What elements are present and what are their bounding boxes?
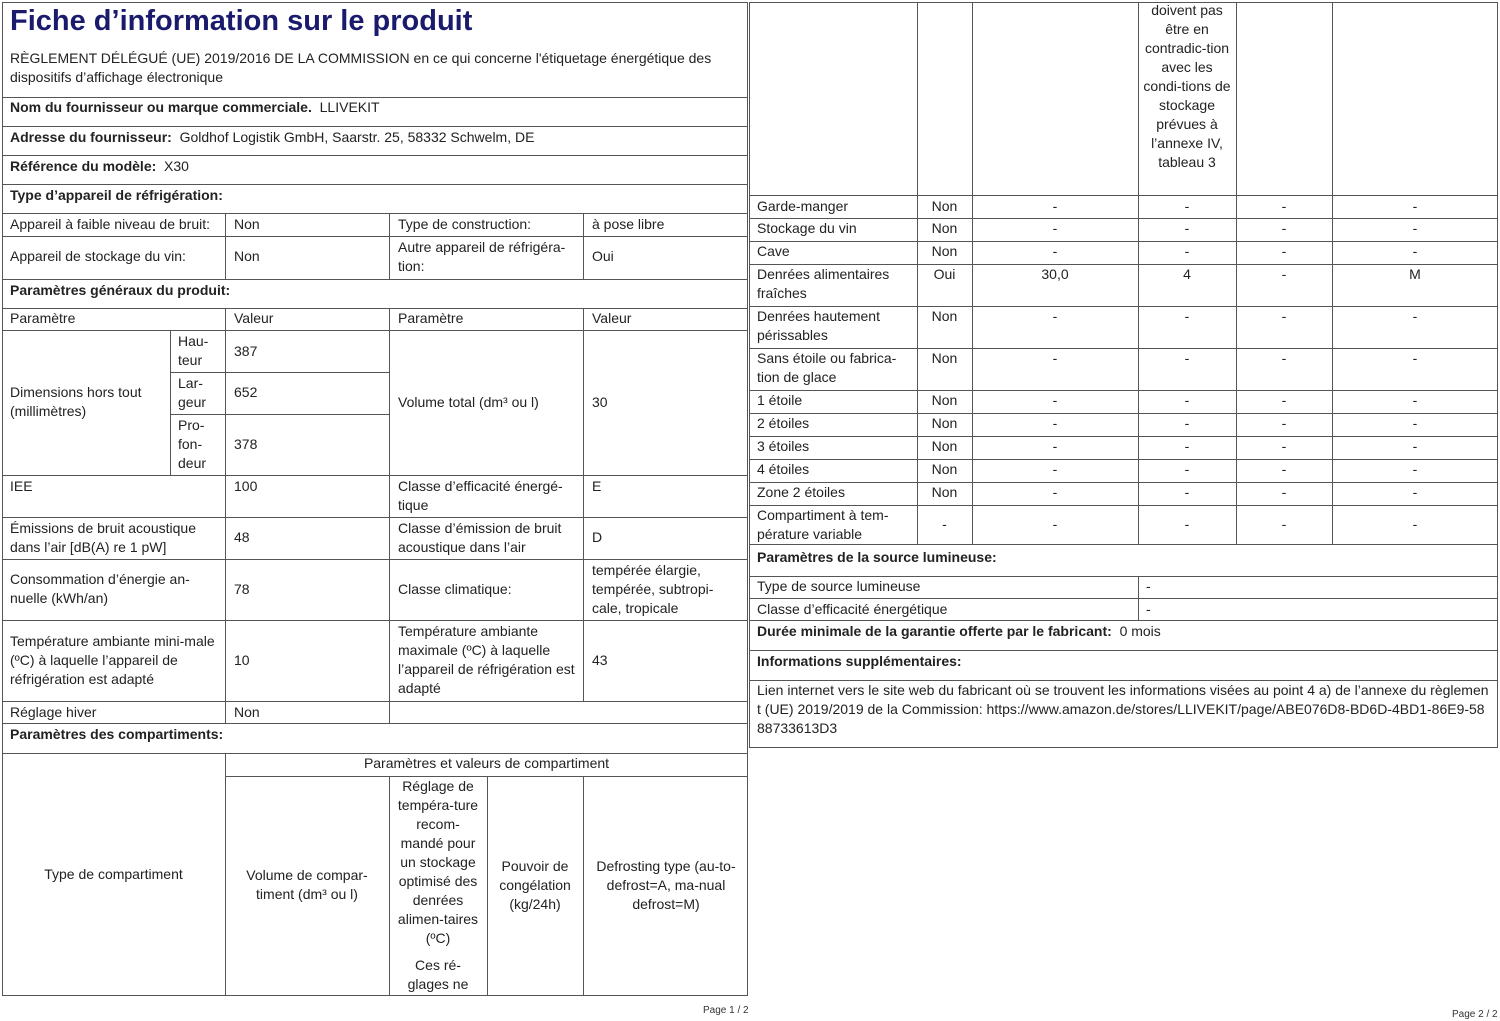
construction-label: Type de construction: [398,216,532,232]
comp-temp-header: Réglage de tempéra-ture recom-mandé pour un stockage optimisé des denrées alimen-taires (ºC) [397,778,479,946]
col-value-header-1: Valeur [234,310,274,326]
model-ref-row [10,157,189,176]
supplier-address-row [10,128,534,147]
compartment-defrost: - [1412,484,1418,500]
iee-label: IEE [10,478,33,494]
energy-class-label: Classe d’efficacité énergé-tique [398,478,563,513]
compartment-present: Non [931,415,958,431]
noise-class-label: Classe d’émission de bruit acoustique dans l’air [398,520,562,555]
tmin-value: 10 [234,652,250,668]
light-class-label: Classe d’efficacité énergétique [757,601,948,617]
compartment-freeze: - [1281,484,1287,500]
low-noise-label: Appareil à faible niveau de bruit: [10,216,211,232]
supplier-name-label: Nom du fournisseur ou marque commerciale. [10,99,312,115]
compartment-temp: - [1184,484,1190,500]
compartment-present: Non [931,308,958,324]
tmin-label: Température ambiante mini-male (ºC) à laquelle l’appareil de réfrigération est adapté [10,633,215,687]
compartment-name: Zone 2 étoiles [757,484,845,500]
compartment-defrost: - [1412,198,1418,214]
light-type-value: - [1146,578,1151,594]
compartment-present: Non [931,220,958,236]
page-number-2: Page 2 / 2 [1452,1009,1498,1020]
compartment-present: Non [931,484,958,500]
warranty-value: 0 mois [1119,623,1161,639]
compartment-temp: - [1184,308,1190,324]
extra-info-heading: Informations supplémentaires: [757,653,962,669]
height-value: 387 [234,343,258,359]
compartment-volume: - [1052,516,1058,532]
compartment-volume: - [1052,198,1058,214]
comp-defrost-header: Defrosting type (au-to-defrost=A, ma-nual defrost=M) [596,858,736,912]
compartment-name: 4 étoiles [757,461,810,477]
col-value-header-2: Valeur [592,310,632,326]
compartment-present: Non [931,243,958,259]
compartment-freeze: - [1281,461,1287,477]
page-number-1: Page 1 / 2 [703,1005,749,1016]
compartment-temp: - [1184,461,1190,477]
climate-label: Classe climatique: [398,581,512,597]
compartment-name: 2 étoiles [757,415,810,431]
compartment-freeze: - [1281,392,1287,408]
compartment-freeze: - [1281,198,1287,214]
light-type-label: Type de source lumineuse [757,578,921,594]
volume-label: Volume total (dm³ ou l) [398,394,539,410]
dimensions-label: Dimensions hors tout (millimètres) [10,384,142,419]
supplier-address-label: Adresse du fournisseur: [10,129,172,145]
compartment-freeze: - [1281,415,1287,431]
comp-temp-note-start: Ces ré-glages ne [407,957,469,992]
compartment-freeze: - [1281,438,1287,454]
comp-temp-note-end: doivent pas être en contradic-tion avec les condi-tions de stockage prévues à l’annexe IV, tableau 3 [1143,2,1231,170]
compartment-present: Non [931,350,958,366]
compartment-name: Garde-manger [757,198,849,214]
energy-class-value: E [592,478,602,494]
compartment-present: Non [931,198,958,214]
compartment-defrost: - [1412,220,1418,236]
compartment-present: Non [931,438,958,454]
compartment-temp: - [1184,198,1190,214]
tmax-value: 43 [592,652,608,668]
compartment-freeze: - [1281,516,1287,532]
compartment-name: Denrées hautement périssables [757,308,880,343]
noise-class-value: D [592,529,603,545]
comp-params-header: Paramètres et valeurs de compartiment [363,755,610,771]
supplier-address: Goldhof Logistik GmbH, Saarstr. 25, 58332 Schwelm, DE [179,129,535,145]
compartment-present: Non [931,461,958,477]
supplier-name-row [10,98,380,117]
compartment-volume: - [1052,392,1058,408]
compartment-present: - [942,516,947,532]
volume-value: 30 [592,394,608,410]
compartment-volume: - [1052,438,1058,454]
compartment-volume: - [1052,243,1058,259]
width-label: Lar-geur [178,375,207,410]
compartment-temp: - [1184,220,1190,236]
compartment-defrost: - [1412,243,1418,259]
winter-value: Non [234,704,260,720]
compartment-temp: - [1184,516,1190,532]
wine-value: Non [234,248,260,264]
compartment-temp: - [1184,415,1190,431]
compartment-volume: 30,0 [1041,266,1069,282]
height-label: Hau-teur [178,333,209,368]
compartment-volume: - [1052,461,1058,477]
other-appliance-value: Oui [592,248,614,264]
model-ref: X30 [164,158,189,174]
compartment-volume: - [1052,484,1058,500]
depth-label: Pro-fon-deur [178,417,207,471]
compartment-name: Cave [757,243,790,259]
compartment-freeze: - [1281,308,1287,324]
iee-value: 100 [234,478,258,494]
compartment-defrost: - [1412,415,1418,431]
compartment-temp: - [1184,438,1190,454]
col-param-header-2: Paramètre [398,310,464,326]
other-appliance-label: Autre appareil de réfrigéra-tion: [398,239,566,274]
compartment-name: Stockage du vin [757,220,857,236]
appliance-type-heading: Type d’appareil de réfrigération: [10,187,223,203]
compartment-freeze: - [1281,350,1287,366]
compartment-defrost: - [1412,392,1418,408]
regulation-text: RÈGLEMENT DÉLÉGUÉ (UE) 2019/2016 DE LA COMMISSION en ce qui concerne l'étiquetage énergétique des dispositifs d’affichage électronique [10,50,712,85]
compartment-freeze: - [1281,243,1287,259]
climate-value: tempérée élargie, tempérée, subtropi-cale, tropicale [592,562,714,616]
depth-value: 378 [234,436,258,452]
page-1 [0,0,749,1021]
compartment-defrost: - [1412,350,1418,366]
supplier-name: LLIVEKIT [319,99,380,115]
compartment-freeze: - [1281,220,1287,236]
compartment-volume: - [1052,350,1058,366]
width-value: 652 [234,384,258,400]
comp-freeze-header: Pouvoir de congélation (kg/24h) [499,858,571,912]
compartment-present: Non [931,392,958,408]
compartment-freeze: - [1281,266,1287,282]
compartment-volume: - [1052,308,1058,324]
winter-label: Réglage hiver [10,704,97,720]
compartment-present: Oui [933,266,956,282]
comp-type-header: Type de compartiment [44,866,183,882]
compartment-defrost: - [1412,461,1418,477]
compartment-name: 1 étoile [757,392,803,408]
compartment-volume: - [1052,220,1058,236]
page-title: Fiche d’information sur le produit [10,5,473,37]
consumption-label: Consommation d’énergie an-nuelle (kWh/an) [10,571,190,606]
compartment-temp: - [1184,350,1190,366]
light-source-heading: Paramètres de la source lumineuse: [757,549,997,565]
warranty-label: Durée minimale de la garantie offerte par le fabricant: [757,623,1112,639]
page-1-frame [2,2,748,996]
compartment-temp: - [1184,243,1190,259]
comp-volume-header: Volume de compar-timent (dm³ ou l) [246,867,368,902]
general-params-heading: Paramètres généraux du produit: [10,282,231,298]
tmax-label: Température ambiante maximale (ºC) à laquelle l’appareil de réfrigération est adapté [398,623,575,696]
compartment-defrost: M [1409,266,1421,282]
compartment-defrost: - [1412,516,1418,532]
low-noise-value: Non [234,216,260,232]
compartments-heading: Paramètres des compartiments: [10,726,224,742]
compartment-name: Compartiment à tem-pérature variable [757,507,889,542]
compartment-temp: 4 [1183,266,1191,282]
col-param-header-1: Paramètre [10,310,76,326]
compartment-defrost: - [1412,308,1418,324]
compartment-name: Sans étoile ou fabrica-tion de glace [757,350,897,385]
noise-value: 48 [234,529,250,545]
compartment-name: 3 étoiles [757,438,810,454]
compartment-name: Denrées alimentaires fraîches [757,266,890,301]
warranty-row [757,622,1161,641]
wine-label: Appareil de stockage du vin: [10,248,186,264]
construction-value: à pose libre [592,216,665,232]
light-class-value: - [1146,601,1151,617]
compartment-volume: - [1052,415,1058,431]
compartment-defrost: - [1412,438,1418,454]
model-ref-label: Référence du modèle: [10,158,157,174]
noise-label: Émissions de bruit acoustique dans l’air [dB(A) re 1 pW] [10,520,196,555]
page-2 [749,0,1500,1021]
compartment-temp: - [1184,392,1190,408]
manufacturer-link-text: Lien internet vers le site web du fabricant où se trouvent les informations visées au point 4 a) de l’annexe du règlement (UE) 2019/2019 de la Commission: https://www.amazon.de/stores/LLIVEKIT/page/ABE076D8-BD6D-4BD1-86E9-5888733613D3 [757,682,1489,736]
consumption-value: 78 [234,581,250,597]
